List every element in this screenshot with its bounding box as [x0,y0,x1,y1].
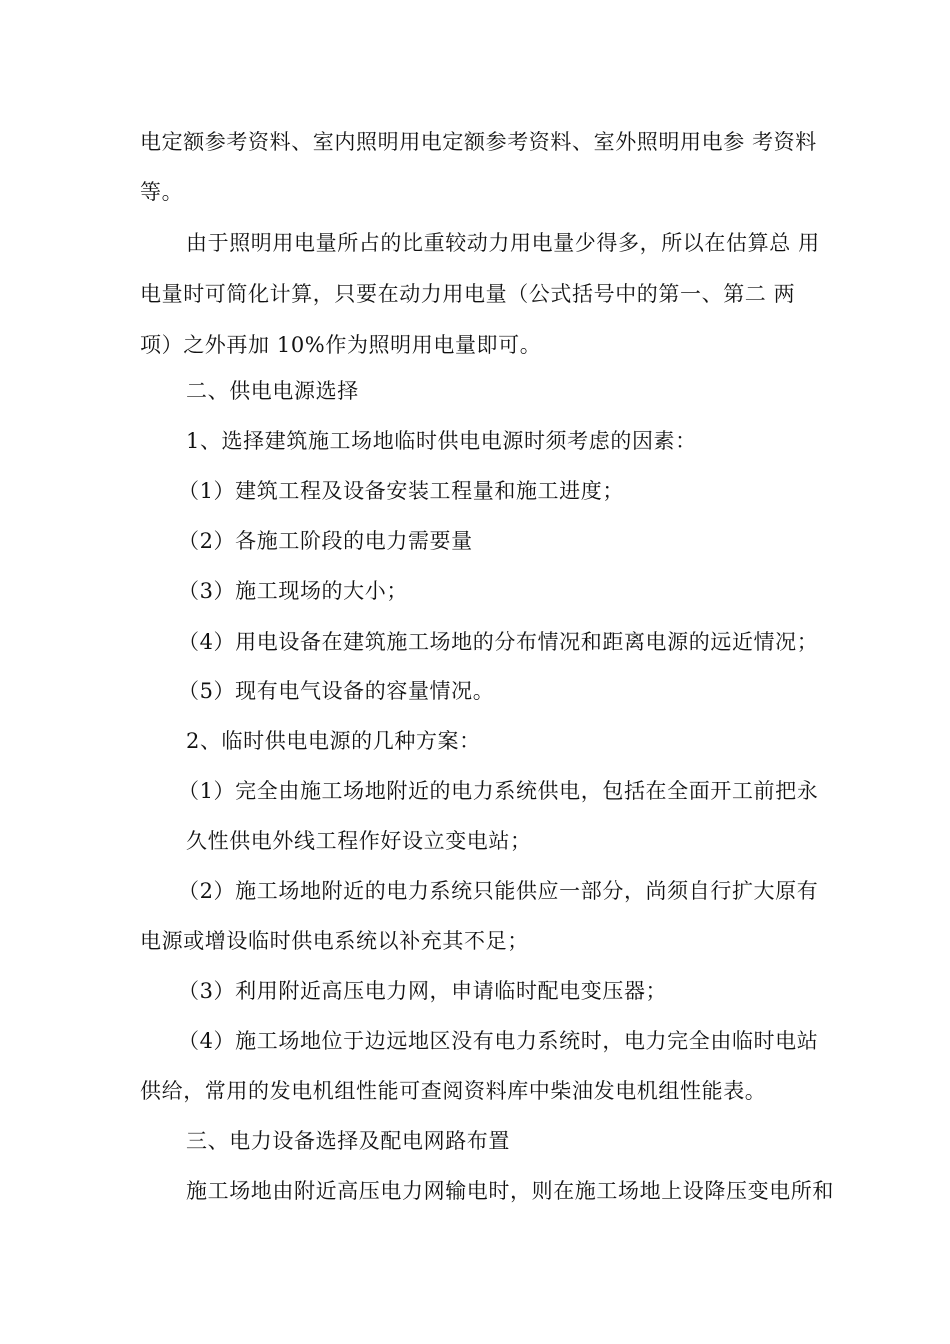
subsection-heading: 2、临时供电电源的几种方案： [186,729,481,753]
list-item-continuation: 电源或增设临时供电系统以补充其不足； [140,929,529,953]
section-heading: 三、电力设备选择及配电网路布置 [186,1129,510,1153]
list-item: （1）完全由施工场地附近的电力系统供电，包括在全面开工前把永 [178,779,819,803]
list-item: （2）施工场地附近的电力系统只能供应一部分，尚须自行扩大原有 [178,879,819,903]
list-item: （4）施工场地位于边远地区没有电力系统时，电力完全由临时电站 [178,1029,819,1053]
list-item: （1）建筑工程及设备安装工程量和施工进度； [178,479,624,503]
paragraph-line: 电定额参考资料、室内照明用电定额参考资料、室外照明用电参 考资料 [140,130,817,154]
paragraph-line: 由于照明用电量所占的比重较动力用电量少得多，所以在估算总 用 [186,231,820,255]
list-item: （4）用电设备在建筑施工场地的分布情况和距离电源的远近情况； [178,630,819,654]
paragraph-line: 施工场地由附近高压电力网输电时，则在施工场地上设降压变电所和 [186,1179,834,1203]
list-item-continuation: 久性供电外线工程作好设立变电站； [186,829,532,853]
list-item: （5）现有电气设备的容量情况。 [178,679,495,703]
list-item: （3）施工现场的大小； [178,579,408,603]
list-item-continuation: 供给，常用的发电机组性能可查阅资料库中柴油发电机组性能表。 [140,1079,767,1103]
paragraph-line: 项）之外再加 10%作为照明用电量即可。 [140,333,542,357]
list-item: （2）各施工阶段的电力需要量 [178,529,473,553]
paragraph-line: 电量时可简化计算，只要在动力用电量（公式括号中的第一、第二 两 [140,282,796,306]
section-heading: 二、供电电源选择 [186,379,359,403]
list-item: （3）利用附近高压电力网，申请临时配电变压器； [178,979,668,1003]
paragraph-line: 等。 [140,180,184,204]
subsection-heading: 1、选择建筑施工场地临时供电电源时须考虑的因素： [186,429,697,453]
